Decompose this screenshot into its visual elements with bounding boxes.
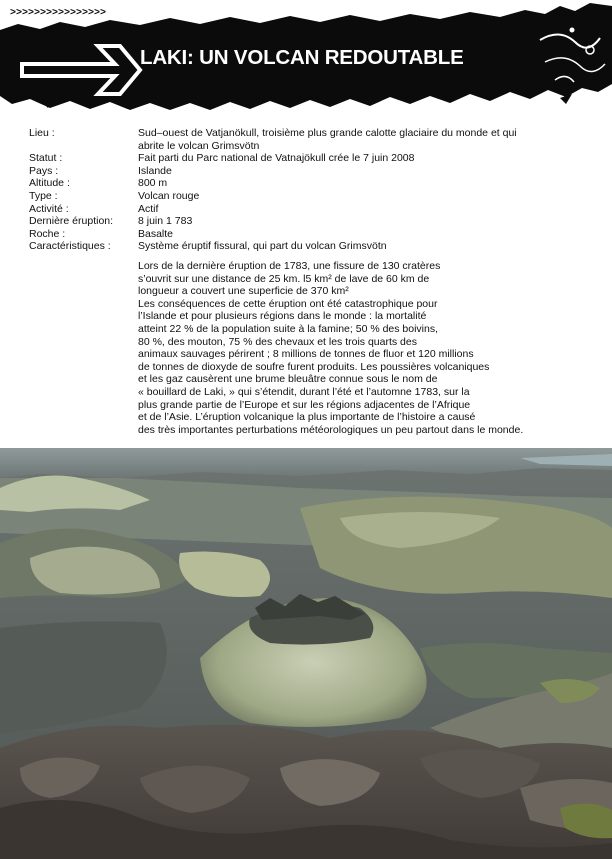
description-line: atteint 22 % de la population suite à la famine; 50 % des boivins, bbox=[138, 322, 439, 335]
fact-value: 8 juin 1 783 bbox=[138, 215, 193, 228]
fact-row-caracteristiques bbox=[29, 240, 589, 253]
description-line: des très importantes perturbations météorologiques un peu partout dans le monde. bbox=[138, 423, 524, 436]
fact-row-statut bbox=[29, 152, 589, 165]
fact-row-lieu bbox=[29, 127, 589, 152]
fact-label: Lieu : bbox=[29, 127, 55, 139]
fact-list bbox=[29, 127, 589, 253]
fact-value: Fait parti du Parc national de Vatnajökull crée le 7 juin 2008 bbox=[138, 152, 415, 165]
landscape-photo bbox=[0, 448, 612, 859]
fact-label: Dernière éruption: bbox=[29, 215, 114, 228]
description-line: plus grande partie de l’Europe et sur les régions adjacentes de l’Afrique bbox=[138, 398, 471, 411]
fact-label: Type : bbox=[29, 189, 58, 202]
fact-row-activite bbox=[29, 203, 589, 216]
fact-label: Activité : bbox=[29, 202, 69, 215]
description-line: longueur a couvert une superficie de 370 km² bbox=[138, 285, 349, 298]
description-line: « bouillard de Laki, » qui s’étendit, durant l’été et l’automne 1783, sur la bbox=[138, 385, 470, 398]
fact-value: Basalte bbox=[138, 227, 174, 240]
description-line: animaux sauvages périrent ; 8 millions de tonnes de fluor et 120 millions bbox=[138, 348, 474, 361]
fact-row-altitude bbox=[29, 177, 589, 190]
page-title: LAKI: UN VOLCAN REDOUTABLE bbox=[140, 46, 464, 69]
fact-row-type bbox=[29, 190, 589, 203]
description-paragraph bbox=[138, 260, 588, 436]
description-line: et les gaz causèrent une brume bleuâtre connue sous le nom de bbox=[138, 373, 438, 386]
fact-value-line: abrite le volcan Grimsvötn bbox=[138, 139, 260, 152]
description-line: s’ouvrit sur une distance de 25 km. l5 km² de lave de 60 km de bbox=[138, 272, 430, 285]
fact-label: Altitude : bbox=[29, 177, 70, 190]
volcano-landscape-image bbox=[0, 448, 612, 859]
fact-value: Volcan rouge bbox=[138, 189, 200, 202]
description-line: et de l’Asie. L’éruption volcanique la plus importante de l’histoire a causé bbox=[138, 411, 476, 424]
fact-label: Statut : bbox=[29, 152, 63, 165]
fact-value: Actif bbox=[138, 202, 159, 215]
description-line: de tonnes de dioxyde de soufre furent produits. Les poussières volcaniques bbox=[138, 360, 490, 373]
fact-label: Pays : bbox=[29, 164, 59, 177]
description-line: l’Islande et pour plusieurs régions dans le monde : la mortalité bbox=[138, 310, 427, 323]
fact-value bbox=[138, 127, 589, 152]
fact-row-roche bbox=[29, 228, 589, 241]
description-line: 80 %, des mouton, 75 % des chevaux et les trois quarts des bbox=[138, 335, 417, 348]
description-line: Les conséquences de cette éruption ont été catastrophique pour bbox=[138, 297, 438, 310]
fact-label: Caractéristiques : bbox=[29, 240, 111, 253]
fact-row-derniere-eruption bbox=[29, 215, 589, 228]
description-line: Lors de la dernière éruption de 1783, une fissure de 130 cratères bbox=[138, 260, 441, 272]
fact-row-pays bbox=[29, 165, 589, 178]
fact-value: Islande bbox=[138, 164, 172, 177]
header-banner bbox=[0, 0, 612, 112]
arrow-marks-text: >>>>>>>>>>>>>>>> bbox=[10, 8, 107, 19]
fact-label: Roche : bbox=[29, 227, 66, 240]
fact-value: Système éruptif fissural, qui part du volcan Grimsvötn bbox=[138, 240, 387, 253]
fact-value: 800 m bbox=[138, 177, 168, 190]
fact-value-line: Sud–ouest de Vatjanökull, troisième plus grande calotte glaciaire du monde et qui bbox=[138, 127, 517, 139]
